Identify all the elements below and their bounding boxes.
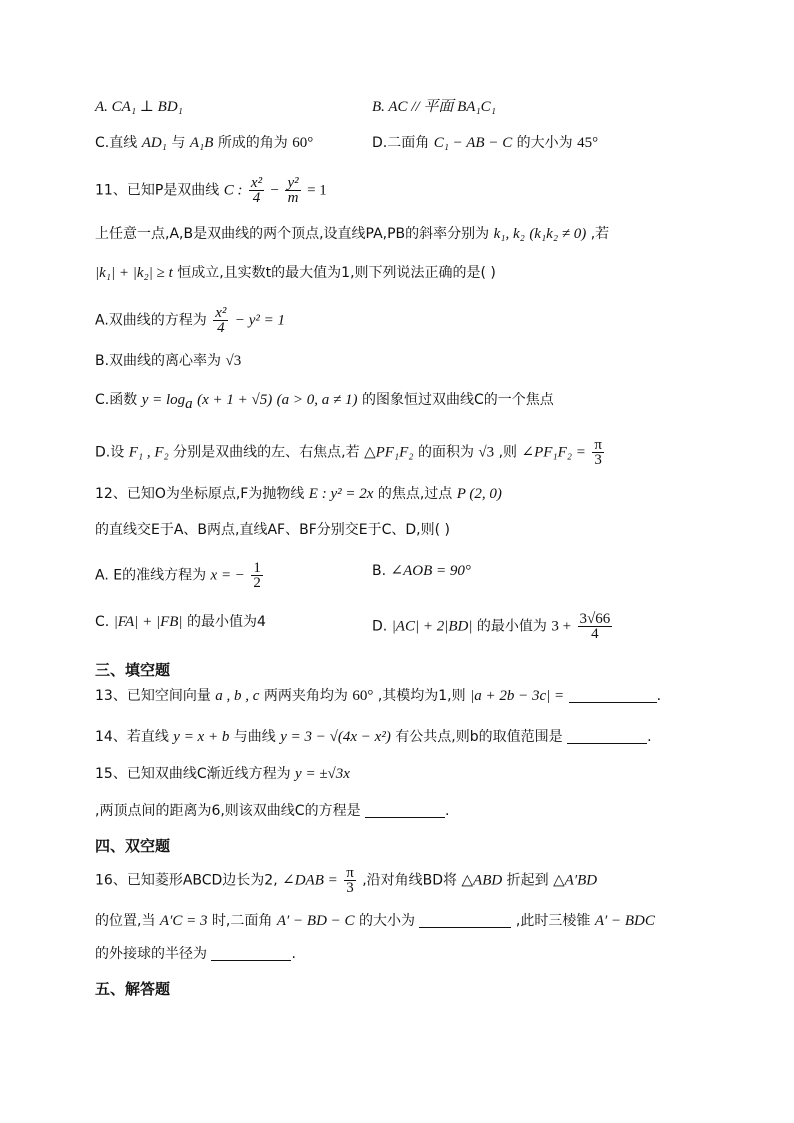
section-4-title: 四、双空题 — [95, 837, 171, 855]
fraction-1-over-2: $\frac{1}{2}$ — [253, 560, 261, 591]
q12-line2: 的直线交E于A、B两点,直线AF、BF分别交E于C、D,则( ) — [95, 522, 450, 538]
q16: 16、已知菱形ABCD边长为2, ∠DAB = $\frac{\pi}{3}$ ,沿对角线BD将 △ABD 折起到 △A′BD — [95, 865, 598, 896]
q10-option-c: C.直线 AD₁ 与 A₁B 所成的角为 60° — [95, 135, 314, 151]
q11-option-d: D.设 F₁ , F₂ 分别是双曲线的左、右焦点,若 △PF₁F₂ 的面积为 √3 ,则 ∠PF₁F₂ = $\frac{\pi}{3}$ — [95, 437, 602, 468]
section-5-title: 五、解答题 — [95, 980, 171, 998]
q15-line2: ,两顶点间的距离为6,则该双曲线C的方程是 . — [95, 803, 450, 819]
q12-stem: 12、已知O为坐标原点,F为抛物线 E : y² = 2x 的焦点,过点 P (2, 0) — [95, 486, 502, 502]
fraction-pi-over-3: $\frac{\pi}{3}$ — [594, 437, 602, 468]
q11-stem: 11、已知P是双曲线 C : $\frac{\text{x²}}{4}$ − $\frac{\text{y²}}{m}$ = 1 — [95, 175, 327, 206]
q13-answer-blank[interactable] — [569, 688, 657, 703]
q12-option-b: B. ∠AOB = 90° — [372, 563, 471, 579]
q10-option-b: B. AC // 平面 BA₁C₁ — [372, 99, 496, 115]
fraction-pi-over-3-q16: $\frac{\pi}{3}$ — [346, 865, 354, 896]
fraction-3sqrt66-over-4: $\frac{3√66}{4}$ — [579, 611, 611, 642]
q15: 15、已知双曲线C渐近线方程为 y = ±√3x — [95, 766, 350, 782]
q11-option-b: B.双曲线的离心率为 √3 — [95, 353, 242, 369]
q16-answer-blank-1[interactable] — [419, 913, 511, 928]
q11-line2: 上任意一点,A,B是双曲线的两个顶点,设直线PA,PB的斜率分别为 k₁, k₂ (k₁k₂ ≠ 0) ,若 — [95, 226, 610, 242]
q16-line2: 的位置,当 A′C = 3 时,二面角 A′ − BD − C 的大小为 ,此时三棱锥 A′ − BDC — [95, 913, 655, 929]
section-3-title: 三、填空题 — [95, 661, 171, 679]
q16-line3: 的外接球的半径为 . — [95, 946, 296, 962]
q10-option-a: A. CA₁ ⊥ BD₁ — [95, 99, 183, 115]
q11-option-a: A.双曲线的方程为 $\frac{\text{x²}}{4}$ − y² = 1 — [95, 305, 285, 336]
q11-option-c: C.函数 $y = \log_a (x + 1 + √5) (a > 0$, a ≠ 1) 的图象恒过双曲线C的一个焦点 — [95, 392, 554, 412]
q12-option-c: C. |FA| + |FB| 的最小值为4 — [95, 614, 266, 630]
q11-line3: |k₁| + |k₂| ≥ t 恒成立,且实数t的最大值为1,则下列说法正确的是( ) — [95, 265, 496, 281]
fraction-y2-over-m: $\frac{\text{y²}}{m}$ — [287, 175, 299, 206]
fraction-x2-over-4: $\frac{\text{x²}}{4}$ — [250, 175, 263, 206]
q12-option-a: A. E的准线方程为 x = − $\frac{1}{2}$ — [95, 560, 261, 591]
fraction-x2-over-4-a: $\frac{\text{x²}}{4}$ — [215, 305, 227, 336]
q16-answer-blank-2[interactable] — [211, 946, 291, 961]
q14-answer-blank[interactable] — [567, 729, 647, 744]
q15-answer-blank[interactable] — [365, 803, 445, 818]
q13: 13、已知空间向量 a , b , c 两两夹角均为 60° ,其模均为1,则 |a + 2b − 3c| = . — [95, 688, 662, 704]
q14: 14、若直线 y = x + b 与曲线 y = 3 − √(4x − x²) 有公共点,则b的取值范围是 . — [95, 729, 652, 745]
q10-option-d: D.二面角 C₁ − AB − C 的大小为 45° — [372, 135, 599, 151]
q12-option-d: D. |AC| + 2|BD| 的最小值为 3 + $\frac{3√66}{4}$ — [372, 611, 611, 642]
